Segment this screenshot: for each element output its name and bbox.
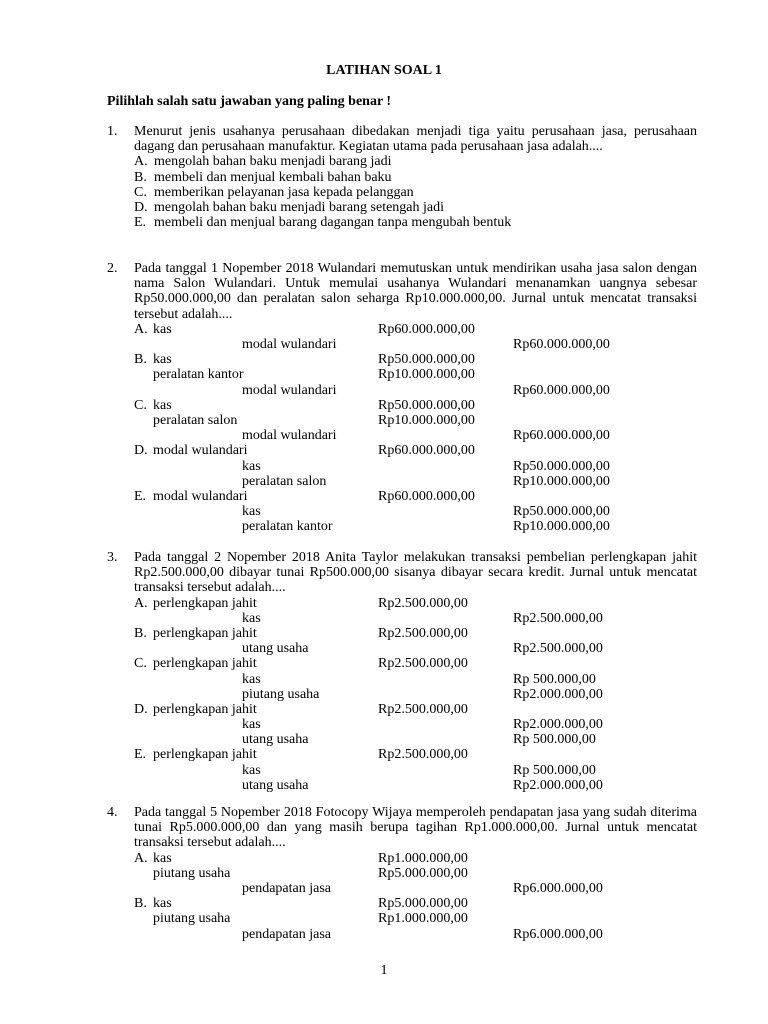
option-letter: B. — [134, 625, 147, 641]
journal-line — [107, 702, 697, 717]
journal-line — [107, 398, 697, 413]
account-name: kas — [153, 850, 172, 866]
journal-line — [107, 322, 697, 337]
question-text: Pada tanggal 1 Nopember 2018 Wulandari memutuskan untuk mendirikan usaha jasa salon dengan nama Salon Wulandari. Untuk memulai usahanya Wulandari menanamkan uangnya sebesar Rp50.000.000,00 dan peralatan salon seharga Rp10.000.000,00. Jurnal untuk mencatat transaksi tersebut adalah.... — [134, 261, 697, 322]
account-name: modal wulandari — [242, 382, 337, 398]
page-title: LATIHAN SOAL 1 — [326, 63, 442, 78]
debit-amount: Rp1.000.000,00 — [378, 911, 468, 927]
account-name: kas — [242, 671, 261, 687]
account-name: modal wulandari — [242, 428, 337, 444]
option-letter: A. — [134, 595, 148, 611]
journal-line — [107, 367, 697, 382]
question-number: 3. — [107, 550, 118, 565]
option-letter: C. — [134, 397, 147, 413]
question-1 — [107, 124, 697, 230]
account-name: kas — [153, 896, 172, 912]
option-a: A. mengolah bahan baku menjadi barang jadi — [134, 154, 392, 170]
account-name: perlengkapan jahit — [153, 595, 257, 611]
journal-line — [107, 896, 697, 911]
credit-amount: Rp60.000.000,00 — [513, 428, 610, 444]
question-text: Pada tanggal 5 Nopember 2018 Fotocopy Wijaya memperoleh pendapatan jasa yang sudah diterima tunai Rp5.000.000,00 dan yang masih berupa tagihan Rp1.000.000,00. Jurnal untuk mencatat transaksi tersebut adalah.... — [134, 805, 697, 851]
option-letter: A. — [134, 321, 148, 337]
option-letter: B. — [134, 352, 147, 368]
account-name: utang usaha — [242, 641, 309, 657]
account-name: utang usaha — [242, 732, 309, 748]
account-name: peralatan salon — [242, 473, 327, 489]
debit-amount: Rp60.000.000,00 — [378, 443, 475, 459]
journal-line — [107, 519, 697, 534]
debit-amount: Rp10.000.000,00 — [378, 367, 475, 383]
credit-amount: Rp2.000.000,00 — [513, 717, 603, 733]
debit-amount: Rp60.000.000,00 — [378, 488, 475, 504]
option-b: B. membeli dan menjual kembali bahan baku — [134, 169, 392, 185]
account-name: pendapatan jasa — [242, 926, 332, 942]
credit-amount: Rp6.000.000,00 — [513, 926, 603, 942]
account-name: kas — [242, 610, 261, 626]
debit-amount: Rp2.500.000,00 — [378, 747, 468, 763]
journal-line — [107, 489, 697, 504]
journal-line — [107, 687, 697, 702]
option-letter: B. — [134, 896, 147, 912]
question-text: Menurut jenis usahanya perusahaan dibedakan menjadi tiga yaitu perusahaan jasa, perusahaan dagang dan perusahaan manufaktur. Kegiatan utama pada perusahaan jasa adalah.... — [134, 124, 697, 155]
question-3 — [107, 550, 697, 793]
debit-amount: Rp2.500.000,00 — [378, 701, 468, 717]
journal-line — [107, 927, 697, 942]
journal-line — [107, 474, 697, 489]
debit-amount: Rp60.000.000,00 — [378, 321, 475, 337]
option-letter: E. — [134, 488, 147, 504]
question-text: Pada tanggal 2 Nopember 2018 Anita Taylor melakukan transaksi pembelian perlengkapan jahit Rp2.500.000,00 dibayar tunai Rp500.000,00 sisanya dibayar secara kredit. Jurnal untuk mencatat transaksi tersebut adalah.... — [134, 550, 697, 596]
account-name: kas — [153, 397, 172, 413]
account-name: perlengkapan jahit — [153, 656, 257, 672]
journal-options — [107, 322, 697, 535]
account-name: piutang usaha — [153, 911, 231, 927]
option-letter: E. — [134, 747, 147, 763]
debit-amount: Rp1.000.000,00 — [378, 850, 468, 866]
option-letter: D. — [134, 701, 148, 717]
credit-amount: Rp60.000.000,00 — [513, 382, 610, 398]
option-d: D. mengolah bahan baku menjadi barang setengah jadi — [134, 199, 445, 215]
account-name: modal wulandari — [153, 488, 248, 504]
account-name: kas — [242, 504, 261, 520]
credit-amount: Rp2.000.000,00 — [513, 777, 603, 793]
question-number: 4. — [107, 805, 118, 820]
account-name: peralatan kantor — [242, 519, 333, 535]
debit-amount: Rp2.500.000,00 — [378, 595, 468, 611]
account-name: modal wulandari — [242, 337, 337, 352]
option-e: E. membeli dan menjual barang dagangan tanpa mengubah bentuk — [134, 215, 512, 231]
journal-line — [107, 383, 697, 398]
credit-amount: Rp2.500.000,00 — [513, 641, 603, 657]
journal-line — [107, 881, 697, 896]
account-name: kas — [153, 352, 172, 368]
debit-amount: Rp2.500.000,00 — [378, 625, 468, 641]
instruction: Pilihlah salah satu jawaban yang paling benar ! — [107, 94, 392, 109]
journal-line — [107, 866, 697, 881]
credit-amount: Rp2.000.000,00 — [513, 686, 603, 702]
journal-line — [107, 732, 697, 747]
question-4 — [107, 805, 697, 942]
account-name: piutang usaha — [153, 865, 231, 881]
journal-line — [107, 763, 697, 778]
question-number: 1. — [107, 124, 118, 139]
debit-amount: Rp10.000.000,00 — [378, 412, 475, 428]
credit-amount: Rp10.000.000,00 — [513, 473, 610, 489]
journal-line — [107, 851, 697, 866]
journal-line — [107, 337, 697, 352]
journal-line — [107, 504, 697, 519]
credit-amount: Rp50.000.000,00 — [513, 504, 610, 520]
account-name: pendapatan jasa — [242, 880, 332, 896]
journal-line — [107, 596, 697, 611]
journal-line — [107, 717, 697, 732]
account-name: modal wulandari — [153, 443, 248, 459]
account-name: kas — [242, 717, 261, 733]
option-letter: D. — [134, 443, 148, 459]
journal-line — [107, 641, 697, 656]
debit-amount: Rp5.000.000,00 — [378, 896, 468, 912]
account-name: kas — [242, 762, 261, 778]
journal-line — [107, 778, 697, 793]
credit-amount: Rp50.000.000,00 — [513, 458, 610, 474]
account-name: peralatan kantor — [153, 367, 244, 383]
journal-line — [107, 911, 697, 926]
account-name: perlengkapan jahit — [153, 625, 257, 641]
journal-line — [107, 672, 697, 687]
question-number: 2. — [107, 261, 118, 276]
journal-line — [107, 459, 697, 474]
credit-amount: Rp 500.000,00 — [513, 671, 596, 687]
account-name: peralatan salon — [153, 412, 238, 428]
question-2 — [107, 261, 697, 534]
credit-amount: Rp2.500.000,00 — [513, 610, 603, 626]
journal-line — [107, 428, 697, 443]
credit-amount: Rp6.000.000,00 — [513, 880, 603, 896]
account-name: perlengkapan jahit — [153, 701, 257, 717]
journal-line — [107, 443, 697, 458]
account-name: kas — [242, 458, 261, 474]
journal-line — [107, 611, 697, 626]
journal-line — [107, 352, 697, 367]
journal-options — [107, 596, 697, 793]
page-number: 1 — [380, 963, 388, 978]
credit-amount: Rp60.000.000,00 — [513, 337, 610, 352]
journal-line — [107, 626, 697, 641]
option-letter: C. — [134, 656, 147, 672]
debit-amount: Rp50.000.000,00 — [378, 397, 475, 413]
credit-amount: Rp10.000.000,00 — [513, 519, 610, 535]
account-name: perlengkapan jahit — [153, 747, 257, 763]
credit-amount: Rp 500.000,00 — [513, 762, 596, 778]
journal-line — [107, 747, 697, 762]
debit-amount: Rp50.000.000,00 — [378, 352, 475, 368]
journal-options — [107, 851, 697, 942]
account-name: piutang usaha — [242, 686, 320, 702]
account-name: utang usaha — [242, 777, 309, 793]
option-c: C. memberikan pelayanan jasa kepada pelanggan — [134, 184, 414, 200]
option-letter: A. — [134, 850, 148, 866]
journal-line — [107, 656, 697, 671]
debit-amount: Rp2.500.000,00 — [378, 656, 468, 672]
options-list — [134, 154, 697, 230]
credit-amount: Rp 500.000,00 — [513, 732, 596, 748]
debit-amount: Rp5.000.000,00 — [378, 865, 468, 881]
account-name: kas — [153, 321, 172, 337]
journal-line — [107, 413, 697, 428]
